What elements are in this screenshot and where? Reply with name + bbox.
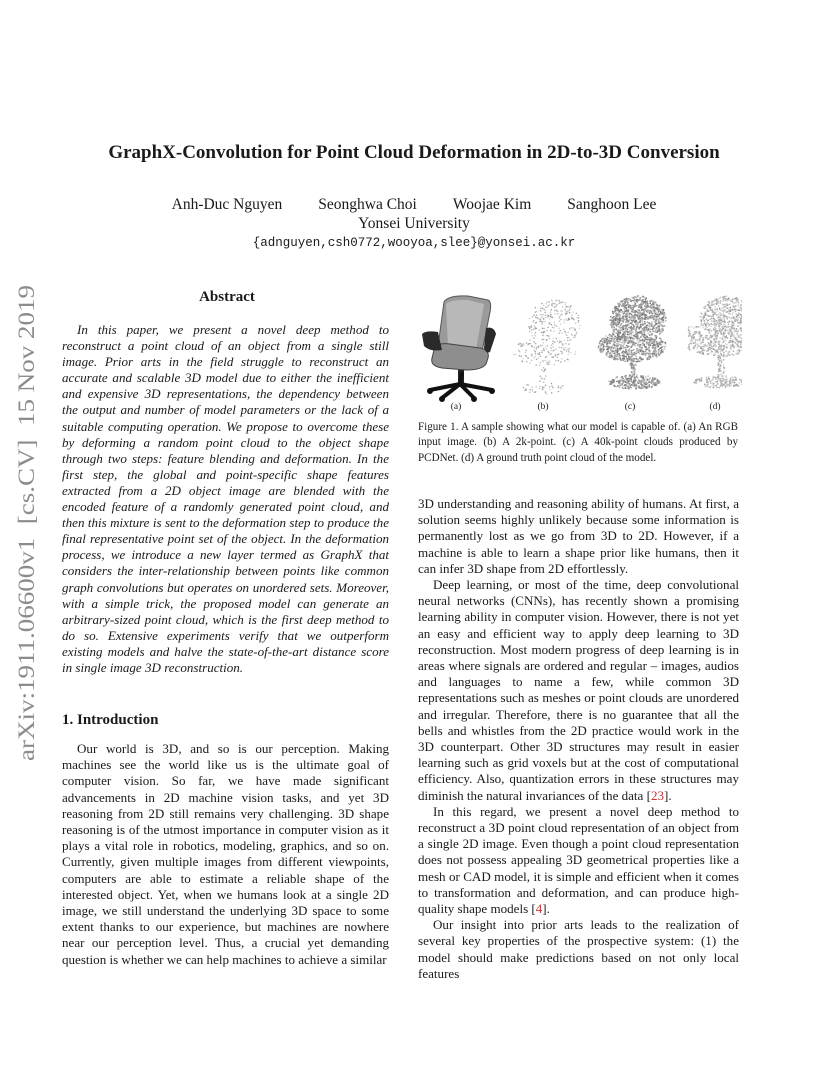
figure-1 [416,290,742,410]
author-list [60,196,768,214]
paper-title: GraphX-Convolution for Point Cloud Deformation in 2D-to-3D Conversion [108,142,720,163]
citation-link[interactable]: 23 [650,787,664,803]
figure-1-panels [416,290,742,402]
affiliation: Yonsei University [358,215,470,232]
paragraph: Deep learning, or most of the time, deep convolutional neural networks (CNNs), has recently shown a promising learning ability in computer vision. However, there is not yet an easy and efficient way to apply deep learning to 3D reconstruction. Most modern progress of deep learning is in areas where signals are ordered and regular – images, audios and languages to name a few, while common 3D representations such as meshes or point clouds are unordered and irregular. Therefore, there is no guarantee that all the bells and whistles from the 2D practice would work in the 3D counterpart. Other 3D structures may result in easier learning such as grid voxels but at the cost of computational efficiency. Also, quantization errors in these structures may diminish the natural invariances of the data [23]. [418,577,739,803]
dense-point-cloud-image [597,295,666,390]
right-column-text [418,496,739,982]
author-emails: {adnguyen,csh0772,wooyoa,slee}@yonsei.ac.kr [252,236,576,250]
author-name: Sanghoon Lee [567,196,657,213]
figure-panel-label: (d) [709,402,721,412]
introduction-heading: 1. Introduction [62,712,159,728]
paragraph: Our insight into prior arts leads to the realization of several key properties of the prospective system: (1) the model should make predictions based on not only local features [418,917,739,981]
author-name: Seonghwa Choi [318,196,417,213]
paragraph: 3D understanding and reasoning ability of humans. At first, a solution seems highly unlikely because some information is permanently lost as we go from 3D to 2D. However, if a machine is able to learn a shape prior like humans, then it can infer 3D shape from 2D effortlessly. [418,496,739,576]
paragraph: In this regard, we present a novel deep method to reconstruct a 3D point cloud representation of an object from a single 2D image. Even though a point cloud representation does not possess appealing 3D geometrical properties like a mesh or CAD model, it is simple and efficient when it comes to transformation and deformation, and can produce high-quality shape models [4]. [418,803,739,917]
figure-panel-label: (a) [450,402,462,412]
author-name: Woojae Kim [452,196,532,213]
abstract-text: In this paper, we present a novel deep method to reconstruct a point cloud of an object from a single still image. Prior arts in the field struggle to reconstruct an accurate and scalable 3D model due to either the inefficient and expensive 3D representations, the dependency between the output and number of model parameters or the lack of a suitable computing operation. We propose to overcome these by deforming a random point cloud to the object shape through two steps: feature blending and deformation. In the first step, the global and point-specific shape features extracted from a 2D object image are blended with the encoded feature of a randomly generated point cloud, and then this mixture is sent to the deformation step to produce the final representative point set of the object. In the deformation process, we introduce a new layer termed as GraphX that considers the inter-relationship between points like common graph convolutions but operates on unordered sets. Moreover, with a simple trick, the proposed model can generate an arbitrary-sized point cloud, which is the first deep method to do so. Extensive experiments verify that we outperform existing models and halve the state-of-the-art distance score in single image 3D reconstruction. [62,322,389,675]
author-name: Anh-Duc Nguyen [171,196,283,213]
abstract-heading: Abstract [199,289,255,305]
figure-panel-label: (b) [537,402,549,412]
figure-caption: Figure 1. A sample showing what our model is capable of. (a) An RGB input image. (b) A 2k-point. (c) A 40k-point clouds produced by PCDNet. (d) A ground truth point cloud of the model. [418,421,738,464]
sparse-point-cloud-image [513,300,581,395]
arxiv-identifier: arXiv:1911.06600v1 [cs.CV] 15 Nov 2019 [14,346,40,761]
citation-link[interactable]: 4 [535,901,543,917]
chair-render-image [422,296,496,402]
arxiv-side-stamp [4,282,44,762]
ground-truth-point-cloud-image [687,295,742,388]
introduction-text: Our world is 3D, and so is our perception. Making machines see the world like us is the ultimate goal of computer vision. So far, we have made significant advancements in 2D machine vision tasks, and yet 3D reasoning from 2D still remains very challenging. 3D shape reasoning is of the utmost importance in computer vision as it plays a vital role in robotics, modeling, graphics, and so on. Currently, given multiple images from different viewpoints, computers are able to estimate a reliable shape of the interested object. Yet, when we humans look at a single 2D image, we still understand the underlying 3D space to some extent thanks to our experience, but machines are nowhere near our perception level. Thus, a crucial yet demanding question is whether we can help machines to achieve a similar [62,741,389,967]
figure-panel-label: (c) [624,402,636,412]
